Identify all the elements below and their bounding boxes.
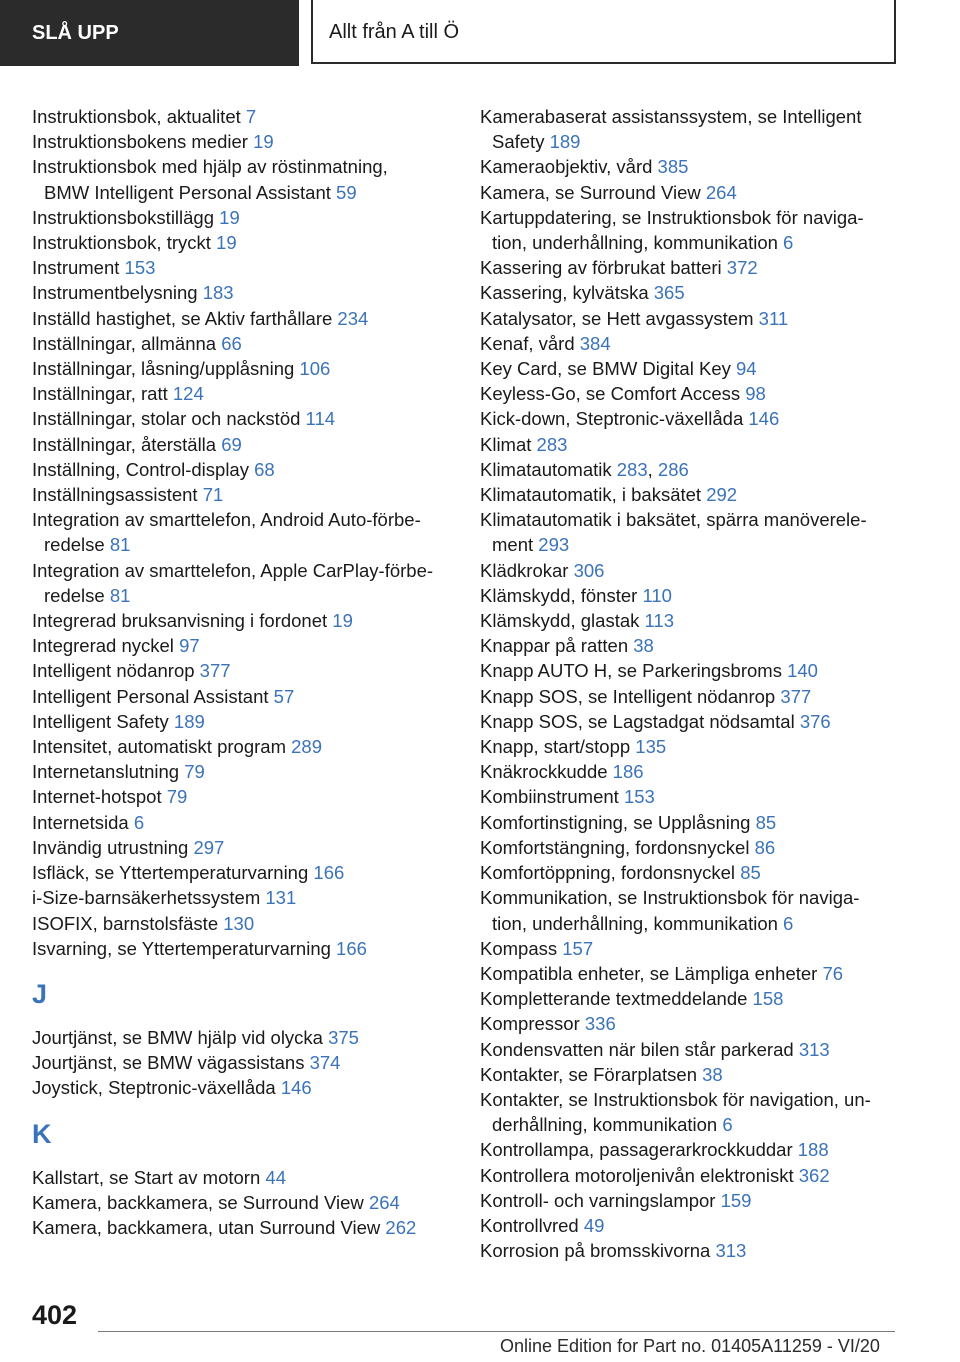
page-ref-link[interactable]: 113	[644, 610, 675, 632]
index-entry	[32, 331, 452, 356]
entry-term: Instrument	[32, 257, 120, 279]
entry-term: Kontrollvred	[480, 1214, 579, 1236]
page-ref-link[interactable]: 289	[291, 736, 322, 758]
page-ref-link[interactable]: 297	[193, 836, 225, 858]
entry-term: Inställningar, stolar och nackstöd	[32, 408, 301, 430]
index-entry	[480, 356, 900, 381]
index-entry	[480, 1188, 900, 1213]
page-number: 402	[32, 1300, 78, 1330]
page-ref-link[interactable]: 69	[221, 433, 242, 455]
page-ref-link[interactable]: 86	[754, 836, 776, 858]
index-entry	[480, 684, 900, 709]
page-ref-link[interactable]: 6	[783, 912, 794, 934]
entry-term: Komfortöppning, fordonsnyckel	[480, 862, 736, 884]
index-entry	[480, 1037, 900, 1062]
page-ref-link[interactable]: 44	[265, 1166, 286, 1188]
index-entry	[32, 255, 452, 280]
page-ref-link[interactable]: 49	[583, 1214, 605, 1236]
entry-term: Knapp SOS, se Intelligent nödanrop	[480, 685, 776, 707]
page-ref-link[interactable]: 81	[109, 584, 131, 606]
page-ref-link[interactable]: 85	[755, 811, 777, 833]
page-ref-link[interactable]: 372	[726, 257, 758, 279]
page-ref-link[interactable]: 68	[254, 458, 275, 480]
entry-term: Knappar på ratten	[480, 635, 629, 657]
page-ref-link[interactable]: 6	[133, 811, 145, 833]
entry-term-continuation: derhållning, kommunikation	[492, 1114, 718, 1136]
entry-term: Kenaf, vård	[480, 332, 575, 354]
page-ref-link[interactable]: 283	[616, 458, 648, 480]
entry-term: Inställningsassistent	[32, 484, 198, 506]
page-ref-link[interactable]: 79	[184, 761, 205, 783]
index-entry	[32, 104, 452, 129]
entry-term: Knäkrockkudde	[480, 761, 608, 783]
page-ref-link[interactable]: 159	[720, 1189, 752, 1211]
entry-term-continuation: Safety	[492, 131, 545, 153]
entry-term: Kassering, kylvätska	[480, 282, 649, 304]
page-ref-link[interactable]: 153	[623, 786, 655, 808]
entry-term: Knapp SOS, se Lagstadgat nödsamtal	[480, 710, 795, 732]
index-entry	[32, 684, 452, 709]
index-entry	[32, 1050, 452, 1075]
entry-term: Klimatautomatik, i baksätet	[480, 484, 702, 506]
page-ref-link[interactable]: 19	[332, 610, 353, 632]
index-entry	[480, 406, 900, 431]
entry-term: Inställningar, återställa	[32, 433, 217, 455]
entry-term: Komfortinstigning, se Upplåsning	[480, 811, 751, 833]
index-entry	[32, 1215, 452, 1240]
entry-term: Korrosion på bromsskivorna	[480, 1240, 711, 1262]
entry-term: Jourtjänst, se BMW hjälp vid olycka	[32, 1026, 323, 1048]
entry-term: Instruktionsbok med hjälp av röstinmatning,	[32, 156, 388, 178]
index-entry	[480, 709, 900, 734]
page-ref-link[interactable]: 189	[173, 710, 205, 732]
entry-term: Kompressor	[480, 1013, 580, 1035]
page-ref-link[interactable]: 66	[221, 332, 242, 354]
entry-term: Integration av smarttelefon, Android Auto-förbe-	[32, 509, 421, 531]
index-entry: Klimatautomatik 283, 286	[480, 458, 689, 480]
page-ref-link[interactable]: 286	[657, 458, 689, 480]
entry-term: Klimatautomatik	[480, 458, 612, 480]
page-ref-link[interactable]: 76	[822, 962, 844, 984]
entry-term: Instruktionsbok, aktualitet	[32, 106, 241, 127]
edition-note: Online Edition for Part no. 01405A11259 - VI/20	[500, 1336, 880, 1356]
entry-term: i-Size-barnsäkerhetssystem	[32, 887, 261, 909]
index-entry	[32, 482, 452, 507]
page-ref-link[interactable]: 365	[653, 282, 685, 304]
entry-term: Kamerabaserat assistanssystem, se Intelligent	[480, 106, 862, 127]
index-entry	[480, 734, 900, 759]
section-tab[interactable]: SLÅ UPP	[0, 0, 299, 66]
page-ref-link[interactable]: 19	[216, 232, 237, 254]
page-ref-link[interactable]: 188	[797, 1139, 829, 1161]
entry-term: Klämskydd, glastak	[480, 610, 640, 632]
page-ref-link[interactable]: 264	[705, 181, 737, 203]
index-entry	[32, 406, 452, 431]
index-entry	[480, 759, 900, 784]
entry-term: Intelligent Safety	[32, 710, 169, 732]
entry-term: Internetsida	[32, 811, 129, 833]
index-entry	[480, 1087, 900, 1137]
page-ref-link[interactable]: 292	[706, 484, 738, 506]
page-ref-link[interactable]: 6	[722, 1114, 733, 1136]
index-entry	[480, 583, 900, 608]
index-entry	[32, 633, 452, 658]
entry-term: Kontakter, se Instruktionsbok för navigation, un-	[480, 1088, 871, 1110]
page-ref-link[interactable]: 385	[657, 156, 689, 178]
page-ref-link[interactable]: 130	[223, 912, 255, 934]
page-ref-link[interactable]: 140	[787, 660, 818, 682]
index-entry	[480, 1062, 900, 1087]
page-ref-link[interactable]: 59	[336, 181, 357, 203]
entry-term: Instruktionsbokens medier	[32, 131, 248, 153]
index-entry	[480, 961, 900, 986]
page-ref-link[interactable]: 7	[245, 106, 257, 127]
entry-term: Internet-hotspot	[32, 786, 162, 808]
page-ref-link[interactable]: 106	[299, 358, 331, 380]
index-entry	[480, 154, 900, 179]
page-ref-link[interactable]: 293	[538, 534, 570, 556]
entry-term: Knapp AUTO H, se Parkeringsbroms	[480, 660, 782, 682]
index-entry	[32, 911, 452, 936]
index-entry	[32, 280, 452, 305]
index-entry	[480, 835, 900, 860]
index-entry	[32, 306, 452, 331]
entry-term-continuation: BMW Intelligent Personal Assistant	[44, 181, 331, 203]
page-ref-link[interactable]: 85	[740, 862, 761, 884]
page-ref-link[interactable]: 98	[745, 383, 766, 405]
index-entry	[32, 860, 452, 885]
page-ref-link[interactable]: 262	[385, 1216, 417, 1238]
index-entry	[480, 280, 900, 305]
page-ref-link[interactable]: 153	[124, 257, 156, 279]
index-entry	[480, 810, 900, 835]
page-ref-link[interactable]: 81	[109, 534, 131, 556]
index-entry	[32, 507, 452, 557]
index-entry	[480, 1011, 900, 1036]
page-ref-link[interactable]: 146	[748, 408, 780, 430]
page-ref-link[interactable]: 146	[280, 1077, 312, 1099]
entry-term: Klimat	[480, 433, 532, 455]
page-ref-link[interactable]: 6	[783, 232, 794, 254]
page-ref-link[interactable]: 124	[172, 383, 204, 405]
index-letter-heading: K	[32, 1118, 52, 1149]
index-entry	[480, 1137, 900, 1162]
page-ref-link[interactable]: 313	[798, 1038, 830, 1060]
index-entry	[32, 432, 452, 457]
entry-term: Kontrollera motoroljenivån elektroniskt	[480, 1164, 794, 1186]
chapter-title: Allt från A till Ö	[311, 0, 896, 64]
page-ref-link[interactable]: 94	[736, 358, 757, 380]
page-ref-link[interactable]: 166	[336, 937, 367, 959]
index-entry	[32, 1075, 452, 1100]
index-entry	[480, 507, 900, 557]
entry-term: Internetanslutning	[32, 761, 180, 783]
entry-term: ISOFIX, barnstolsfäste	[32, 912, 219, 934]
index-letter-heading: J	[32, 978, 48, 1009]
entry-term: Klädkrokar	[480, 559, 569, 581]
entry-term: Klimatautomatik i baksätet, spärra manöverele-	[480, 509, 867, 531]
entry-term: Inställningar, allmänna	[32, 332, 217, 354]
page-ref-link[interactable]: 374	[309, 1052, 341, 1074]
entry-term-continuation: tion, underhållning, kommunikation	[492, 232, 778, 254]
page-ref-link[interactable]: 306	[573, 559, 605, 581]
entry-term: Jourtjänst, se BMW vägassistans	[32, 1052, 305, 1074]
page-ref-link[interactable]: 186	[612, 761, 644, 783]
page-ref-link[interactable]: 19	[253, 131, 274, 153]
index-entry	[32, 885, 452, 910]
entry-term: Kondensvatten när bilen står parkerad	[480, 1038, 794, 1060]
page-ref-link[interactable]: 362	[798, 1164, 830, 1186]
entry-term: Instruktionsbok, tryckt	[32, 232, 211, 254]
entry-term: Instrumentbelysning	[32, 282, 198, 304]
index-entry	[32, 356, 452, 381]
index-entry	[480, 633, 900, 658]
entry-term: Kommunikation, se Instruktionsbok för naviga-	[480, 887, 860, 909]
entry-term: Kallstart, se Start av motorn	[32, 1166, 261, 1188]
entry-term: Kamera, backkamera, se Surround View	[32, 1191, 364, 1213]
entry-term: Inställningar, ratt	[32, 383, 168, 405]
index-entry	[480, 885, 900, 935]
index-entry	[480, 986, 900, 1011]
index-entry	[480, 482, 900, 507]
index-entry	[32, 1165, 452, 1190]
page-ref-link[interactable]: 135	[635, 736, 667, 758]
entry-term: Kontroll- och varningslampor	[480, 1189, 716, 1211]
index-entry	[480, 255, 900, 280]
page-ref-link[interactable]: 57	[273, 685, 295, 707]
index-entry	[480, 381, 900, 406]
entry-term: Keyless-Go, se Comfort Access	[480, 383, 741, 405]
page-ref-link[interactable]: 114	[305, 408, 336, 430]
entry-term: Isvarning, se Yttertemperaturvarning	[32, 937, 331, 959]
index-entry	[480, 784, 900, 809]
entry-term: Kartuppdatering, se Instruktionsbok för naviga-	[480, 206, 864, 228]
page-ref-link[interactable]: 183	[202, 282, 234, 304]
page-ref-link[interactable]: 110	[642, 584, 672, 606]
index-entry	[480, 205, 900, 255]
index-entry	[480, 180, 900, 205]
entry-term: Kassering av förbrukat batteri	[480, 257, 722, 279]
index-entry	[32, 759, 452, 784]
page-ref-link[interactable]: 384	[579, 332, 611, 354]
entry-term: Isfläck, se Yttertemperaturvarning	[32, 862, 309, 884]
entry-term: Kameraobjektiv, vård	[480, 156, 653, 178]
entry-term-continuation: ment	[492, 534, 534, 556]
entry-term: Kamera, se Surround View	[480, 181, 701, 203]
entry-term: Key Card, se BMW Digital Key	[480, 358, 731, 380]
index-entry	[32, 835, 452, 860]
page-ref-link[interactable]: 38	[702, 1063, 723, 1085]
entry-term: Kick-down, Steptronic-växellåda	[480, 408, 744, 430]
index-entry	[32, 154, 452, 204]
index-column-right	[480, 104, 900, 1263]
index-entry	[480, 658, 900, 683]
page-ref-link[interactable]: 158	[752, 988, 784, 1010]
page-ref-link[interactable]: 264	[368, 1191, 400, 1213]
index-entry	[480, 432, 900, 457]
entry-term: Kamera, backkamera, utan Surround View	[32, 1216, 381, 1238]
page-ref-link[interactable]: 234	[337, 307, 369, 329]
index-entry	[32, 1025, 452, 1050]
entry-term-continuation: redelse	[44, 584, 105, 606]
page-ref-link[interactable]: 131	[265, 887, 297, 909]
index-entry	[32, 936, 452, 961]
page-ref-link[interactable]: 189	[549, 131, 581, 153]
page-ref-link[interactable]: 376	[799, 710, 831, 732]
entry-term: Integration av smarttelefon, Apple CarPlay-förbe-	[32, 559, 434, 581]
entry-term: Kompletterande textmeddelande	[480, 988, 748, 1010]
index-entry	[32, 230, 452, 255]
index-entry	[480, 1213, 900, 1238]
entry-term: Inställning, Control-display	[32, 458, 249, 480]
index-entry	[480, 608, 900, 633]
entry-term: Joystick, Steptronic-växellåda	[32, 1077, 276, 1099]
index-entry	[480, 306, 900, 331]
index-entry	[32, 810, 452, 835]
index-entry	[32, 381, 452, 406]
entry-term: Kompatibla enheter, se Lämpliga enheter	[480, 962, 818, 984]
index-entry	[480, 860, 900, 885]
entry-term: Instruktionsbokstillägg	[32, 206, 215, 228]
index-entry	[32, 129, 452, 154]
index-entry	[480, 1238, 900, 1263]
entry-term: Komfortstängning, fordonsnyckel	[480, 836, 750, 858]
entry-term: Intensitet, automatiskt program	[32, 736, 286, 758]
entry-term: Inställd hastighet, se Aktiv farthållare	[32, 307, 333, 329]
page-ref-link[interactable]: 377	[780, 685, 812, 707]
index-entry	[32, 709, 452, 734]
entry-term: Inställningar, låsning/upplåsning	[32, 358, 295, 380]
index-entry	[32, 457, 452, 482]
entry-term: Kontrollampa, passagerarkrockkuddar	[480, 1139, 793, 1161]
page-ref-link[interactable]: 157	[562, 937, 594, 959]
index-entry	[480, 331, 900, 356]
page-ref-link[interactable]: 377	[199, 660, 231, 682]
entry-term: Kontakter, se Förarplatsen	[480, 1063, 697, 1085]
entry-term: Katalysator, se Hett avgassystem	[480, 307, 754, 329]
entry-term-continuation: redelse	[44, 534, 105, 556]
index-entry	[32, 205, 452, 230]
entry-term: Integrerad nyckel	[32, 635, 174, 657]
entry-term-continuation: tion, underhållning, kommunikation	[492, 912, 778, 934]
index-entry	[32, 1190, 452, 1215]
index-entry	[480, 936, 900, 961]
entry-term: Klämskydd, fönster	[480, 584, 638, 606]
index-entry	[32, 608, 452, 633]
page-ref-link[interactable]: 166	[313, 862, 345, 884]
entry-term: Kompass	[480, 937, 558, 959]
entry-term: Intelligent nödanrop	[32, 660, 195, 682]
index-entry	[32, 558, 452, 608]
index-entry	[32, 734, 452, 759]
page-ref-link[interactable]: 38	[633, 635, 654, 657]
footer-divider	[98, 1331, 895, 1332]
page-ref-link[interactable]: 97	[179, 635, 200, 657]
index-entry	[480, 558, 900, 583]
entry-term: Invändig utrustning	[32, 836, 189, 858]
index-entry	[480, 104, 900, 154]
entry-term: Kombiinstrument	[480, 786, 619, 808]
page-ref-link[interactable]: 71	[202, 484, 224, 506]
page-ref-link[interactable]: 311	[758, 307, 789, 329]
page-ref-link[interactable]: 79	[166, 786, 188, 808]
entry-term: Knapp, start/stopp	[480, 736, 631, 758]
page-ref-link[interactable]: 283	[536, 433, 568, 455]
page-ref-link[interactable]: 19	[219, 206, 240, 228]
index-entry	[32, 784, 452, 809]
index-entry	[32, 658, 452, 683]
index-entry	[480, 1163, 900, 1188]
page-ref-link[interactable]: 375	[328, 1026, 359, 1048]
page-ref-link[interactable]: 313	[715, 1240, 747, 1262]
index-column-left	[32, 104, 452, 1240]
page-header	[0, 0, 960, 66]
page-ref-link[interactable]: 336	[584, 1013, 616, 1035]
entry-term: Intelligent Personal Assistant	[32, 685, 269, 707]
entry-term: Integrerad bruksanvisning i fordonet	[32, 610, 328, 632]
